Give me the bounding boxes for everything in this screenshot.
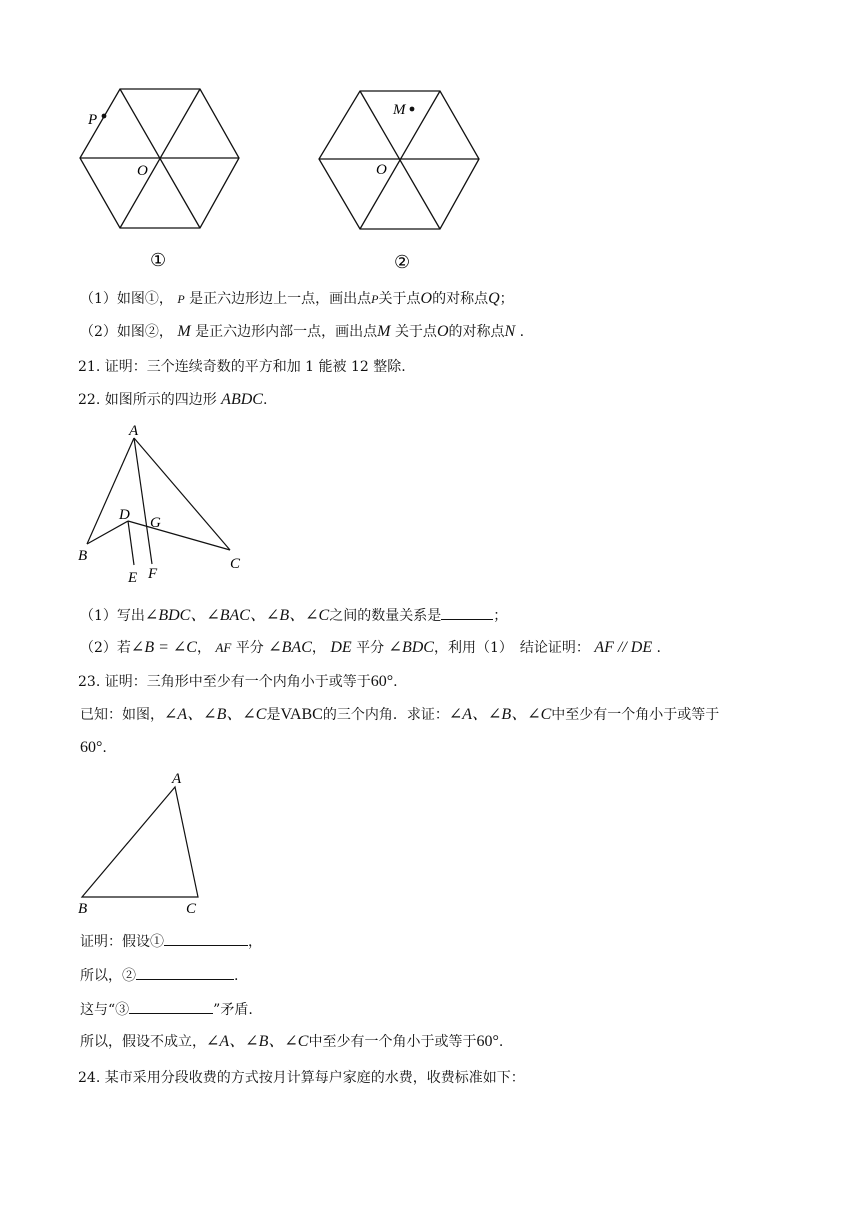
text: 之间的数量关系是 xyxy=(329,608,442,624)
math-60deg: 60° xyxy=(370,673,394,690)
q20-part-2 xyxy=(80,322,524,342)
q23-proof-1 xyxy=(80,931,262,952)
math-o: O xyxy=(436,323,449,340)
math-angles: ∠A、∠B、∠C xyxy=(164,706,267,723)
q23-given-line-1 xyxy=(80,705,719,725)
text: 是 xyxy=(266,707,281,723)
math-parallel: AF // DE xyxy=(594,639,653,656)
figure-2-caption: ② xyxy=(394,252,411,273)
math-p: P xyxy=(177,292,185,306)
figure-1-caption: ① xyxy=(150,250,167,271)
text: . xyxy=(393,674,398,690)
math-de: DE xyxy=(330,639,352,656)
text: 平分 xyxy=(235,640,264,656)
text: 22. 如图所示的四边形 xyxy=(78,392,217,408)
math-m: M xyxy=(177,323,191,340)
q23-title xyxy=(78,672,398,692)
math-angles: ∠BDC、∠BAC、∠B、∠C xyxy=(144,607,330,624)
label-m: M xyxy=(393,102,406,118)
text: 是正六边形内部一点，画出点 xyxy=(195,324,378,340)
quadrilateral-lines xyxy=(87,438,230,565)
point-m-dot xyxy=(410,107,415,112)
hexagon-1-lines xyxy=(80,89,239,228)
text: ； xyxy=(499,291,514,307)
text: ， xyxy=(311,640,326,656)
math-bdc: ∠BDC xyxy=(388,639,434,656)
math-triangle: VABC xyxy=(280,706,323,723)
text: （2）如图②， xyxy=(80,324,173,340)
label-g: G xyxy=(150,515,161,531)
label-c: C xyxy=(186,901,197,917)
text: 关于点 xyxy=(378,291,421,307)
math-angles: ∠A、∠B、∠C xyxy=(206,1033,309,1050)
answer-blank[interactable] xyxy=(441,605,493,620)
text: . xyxy=(519,324,525,340)
label-a: A xyxy=(172,771,182,787)
math-o: O xyxy=(420,290,433,307)
text: 的对称点 xyxy=(432,291,489,307)
math-m: M xyxy=(377,323,391,340)
math-angle-eq: ∠B = ∠C xyxy=(130,639,197,656)
text: 23. 证明：三角形中至少有一个内角小于或等于 xyxy=(78,674,371,690)
text: （1）写出 xyxy=(80,608,145,624)
math-n: N xyxy=(504,323,516,340)
label-b: B xyxy=(78,901,88,917)
math-af: AF xyxy=(215,640,232,655)
text: . xyxy=(262,392,268,408)
math-60deg: 60° xyxy=(80,739,103,756)
text: 所以，假设不成立， xyxy=(80,1034,206,1050)
text: 是正六边形边上一点，画出点 xyxy=(189,291,372,307)
text: 平分 xyxy=(356,640,385,656)
text: . xyxy=(498,1034,504,1050)
text: ”矛盾. xyxy=(213,1002,253,1018)
text: . xyxy=(656,640,661,656)
q23-proof-4 xyxy=(80,1032,503,1052)
text: . xyxy=(234,968,239,984)
answer-blank-1[interactable] xyxy=(164,931,248,946)
text: 的三个内角．求证： xyxy=(322,707,449,723)
text: 中至少有一个角小于或等于 xyxy=(308,1034,477,1050)
q23-proof-3 xyxy=(80,999,253,1020)
label-o: O xyxy=(137,163,148,179)
text: ， xyxy=(248,934,262,950)
text: . xyxy=(102,740,107,756)
math-abdc: ABDC xyxy=(221,391,263,408)
text: ， xyxy=(196,640,211,656)
answer-blank-3[interactable] xyxy=(129,999,213,1014)
triangle-lines xyxy=(82,787,198,897)
text: （1）如图①， xyxy=(80,291,173,307)
text: 的对称点 xyxy=(448,324,505,340)
label-a: A xyxy=(129,423,139,439)
text: （2）若 xyxy=(80,640,131,656)
text: 所以，② xyxy=(80,968,136,984)
label-f: F xyxy=(148,566,158,582)
text: ； xyxy=(493,608,508,624)
math-60deg: 60° xyxy=(476,1033,499,1050)
label-o: O xyxy=(376,162,387,178)
q24-text: 24. 某市采用分段收费的方式按月计算每户家庭的水费，收费标准如下： xyxy=(78,1070,525,1086)
answer-blank-2[interactable] xyxy=(136,965,234,980)
math-p: P xyxy=(371,292,379,306)
hexagon-figure-1 xyxy=(70,80,250,280)
q22-part-2 xyxy=(80,638,661,658)
q20-part-1 xyxy=(80,289,514,309)
text: 证明：假设① xyxy=(80,934,164,950)
hexagon-figure-2 xyxy=(310,82,490,282)
q21-text: 21. 证明：三个连续奇数的平方和加 1 能被 12 整除. xyxy=(78,359,406,375)
quadrilateral-figure xyxy=(72,420,262,590)
label-d: D xyxy=(119,507,130,523)
text: 关于点 xyxy=(394,324,437,340)
label-e: E xyxy=(128,570,138,586)
text: ，利用（1） 结论证明： xyxy=(433,640,590,656)
q22-part-1 xyxy=(80,605,507,626)
math-q: Q xyxy=(488,290,500,307)
text: 已知：如图， xyxy=(80,707,164,723)
q23-given-line-2 xyxy=(80,738,107,758)
point-p-dot xyxy=(102,114,107,119)
text: 中至少有一个角小于或等于 xyxy=(551,707,720,723)
q23-proof-2 xyxy=(80,965,238,986)
math-bac: ∠BAC xyxy=(268,639,312,656)
q22-intro xyxy=(78,390,267,410)
text: 这与“③ xyxy=(80,1002,130,1018)
label-b: B xyxy=(78,548,88,564)
math-angles: ∠A、∠B、∠C xyxy=(448,706,552,723)
triangle-figure xyxy=(72,768,222,918)
label-p: P xyxy=(88,112,98,128)
label-c: C xyxy=(230,556,241,572)
